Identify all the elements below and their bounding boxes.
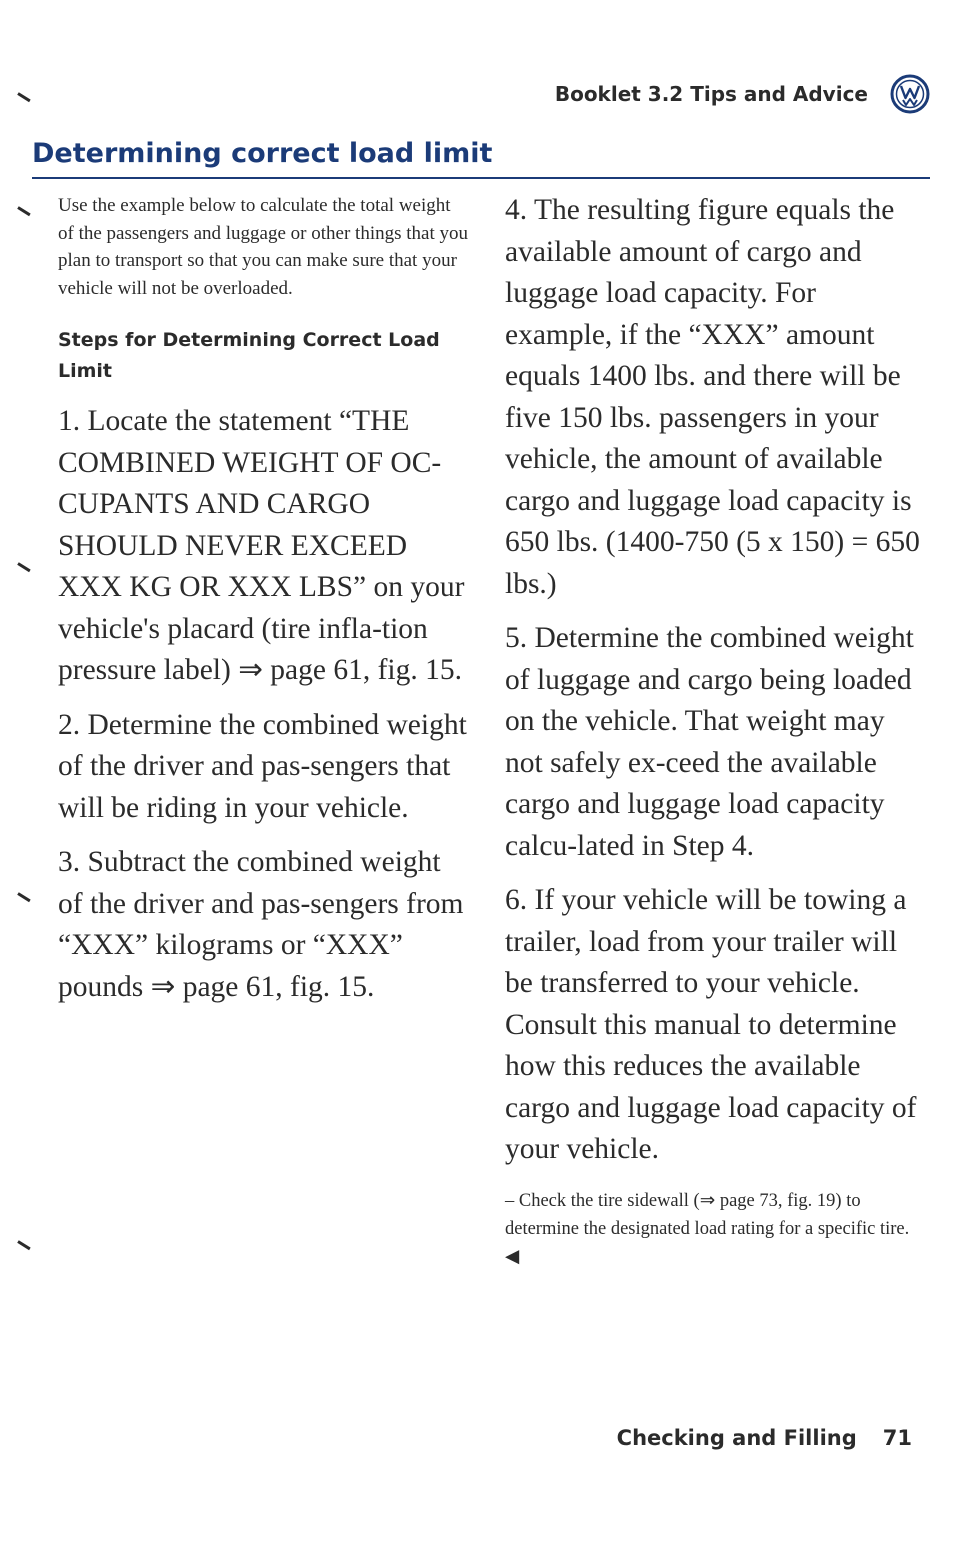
page-footer bbox=[617, 1426, 912, 1450]
step-3: 3. Subtract the combined weight of the driver and pas-sengers from “XXX” kilograms or “XXX” pounds ⇒ page 61, fig. 15. bbox=[58, 846, 464, 1003]
margin-mark bbox=[18, 562, 36, 574]
step-2: 2. Determine the combined weight of the driver and pas-sengers that will be riding in your vehicle. bbox=[58, 708, 467, 824]
footer-section: Checking and Filling bbox=[616, 1426, 857, 1450]
step-5: 5. Determine the combined weight of luggage and cargo being loaded on the vehicle. That weight may not safely ex-ceed the available cargo and luggage load capacity calcu-lated in Step 4. bbox=[505, 622, 914, 862]
left-column bbox=[58, 192, 468, 1008]
title-rule bbox=[32, 177, 930, 179]
right-column bbox=[505, 190, 925, 1271]
margin-mark bbox=[18, 92, 36, 104]
section-title: Determining correct load limit bbox=[32, 138, 493, 169]
booklet-header: Booklet 3.2 Tips and Advice bbox=[554, 82, 868, 106]
steps-heading: Steps for Determining Correct Load Limit bbox=[58, 329, 440, 382]
margin-mark bbox=[18, 892, 36, 904]
step-1: 1. Locate the statement “THE COMBINED WEIGHT OF OC-CUPANTS AND CARGO SHOULD NEVER EXCEED XXX KG OR XXX LBS” on your vehicle's placard (tire infla-tion pressure label) ⇒ page 61, fig. 15. bbox=[58, 405, 465, 686]
page-number: 71 bbox=[882, 1426, 912, 1450]
margin-mark bbox=[18, 1240, 36, 1252]
vw-logo-icon bbox=[890, 74, 930, 114]
margin-mark bbox=[18, 206, 36, 218]
step-6: 6. If your vehicle will be towing a trailer, load from your trailer will be transferred to your vehicle. Consult this manual to determine how this reduces the available cargo and luggage load capacity of your vehicle. bbox=[505, 884, 917, 1165]
step-4: 4. The resulting figure equals the available amount of cargo and luggage load capacity. For example, if the “XXX” amount equals 1400 lbs. and there will be five 150 lbs. passengers in your vehicle, the amount of available cargo and luggage load capacity is 650 lbs. (1400-750 (5 x 150) = 650 lbs.) bbox=[505, 194, 920, 600]
tire-note: – Check the tire sidewall (⇒ page 73, fig. 19) to determine the designated load rating for a specific tire. ◀ bbox=[505, 1190, 910, 1267]
intro-paragraph: Use the example below to calculate the total weight of the passengers and luggage or other things that you plan to transport so that you can make sure that your vehicle will not be overloaded. bbox=[58, 195, 468, 299]
